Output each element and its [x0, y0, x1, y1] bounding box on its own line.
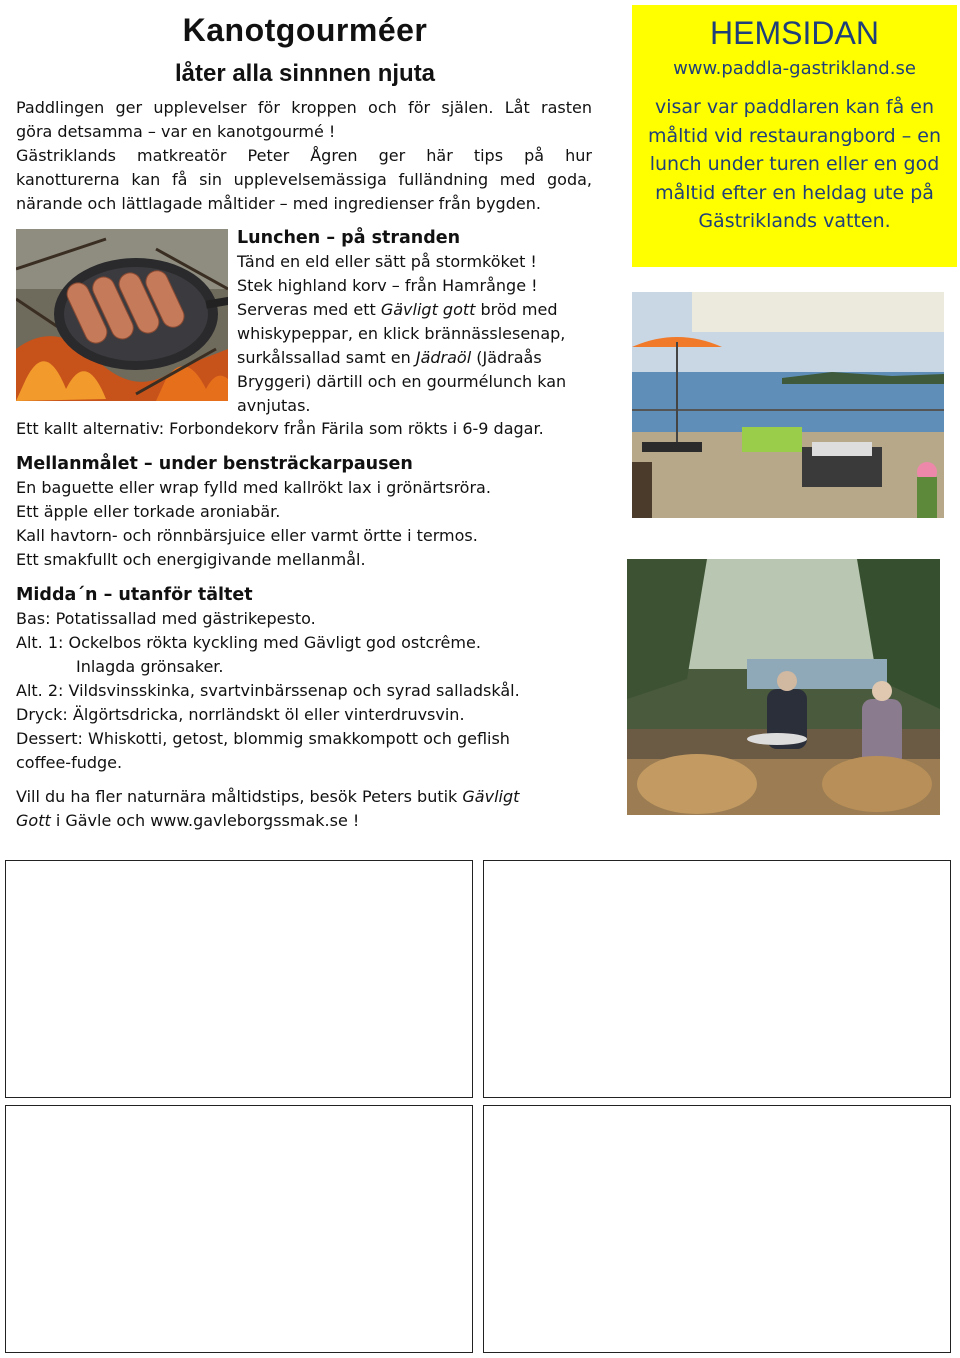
- empty-box-top-right: [483, 860, 951, 1098]
- dinner-line: coffee-fudge.: [16, 753, 123, 772]
- snack-line: Ett smakfullt och energigivande mellanmål.: [16, 550, 366, 569]
- lunch-heading: Lunchen – på stranden: [237, 228, 461, 248]
- more-line: Gott i Gävle och www.gavleborgssmak.se !: [16, 811, 360, 830]
- intro-line: kanotturerna kan få sin upplevelsemässiga fulländning med goda,: [16, 170, 592, 189]
- more-line: Vill du ha fler naturnära måltidstips, besök Peters butik Gävligt: [16, 787, 520, 806]
- lunch-section: [237, 226, 607, 418]
- page-subtitle: låter alla sinnnen njuta: [174, 60, 436, 87]
- lunch-line: avnjutas.: [237, 396, 311, 415]
- dinner-section: [16, 583, 616, 775]
- dinner-line: Dessert: Whiskotti, getost, blommig smakkompott och geflish: [16, 729, 510, 748]
- intro-line: Gästriklands matkreatör Peter Ågren ger här tips på hur: [16, 146, 592, 165]
- homepage-url[interactable]: www.paddla-gastrikland.se: [673, 58, 916, 79]
- snack-line: Ett äpple eller torkade aroniabär.: [16, 502, 281, 521]
- dinner-line: Alt. 2: Vildsvinsskinka, svartvinbärssenap och syrad salladskål.: [16, 681, 520, 700]
- lunch-line: Serveras med ett Gävligt gott bröd med: [237, 300, 558, 319]
- terrace-photo: [632, 292, 944, 518]
- dinner-line: Bas: Potatissallad med gästrikepesto.: [16, 609, 316, 628]
- dinner-line: Inlagda grönsaker.: [76, 657, 224, 676]
- intro-line: Paddlingen ger upplevelser för kroppen och för själen. Låt rasten: [16, 98, 592, 117]
- intro-paragraph: [16, 96, 592, 216]
- empty-box-top-left: [5, 860, 473, 1098]
- campfire-sausage-photo: [16, 229, 228, 401]
- intro-line: närande och lättlagade måltider – med ingredienser från bygden.: [16, 194, 541, 213]
- dinner-line: Dryck: Älgörtsdricka, norrländskt öl eller vinterdruvsvin.: [16, 705, 465, 724]
- lunch-line: surkålssallad samt en Jädraöl (Jädraås: [237, 348, 542, 367]
- empty-box-bottom-left: [5, 1105, 473, 1353]
- cafe-photo: [627, 559, 940, 815]
- page-title: Kanotgourméer: [182, 12, 428, 48]
- intro-line: göra detsamma – var en kanotgourmé !: [16, 122, 336, 141]
- snack-heading: Mellanmålet – under bensträckarpausen: [16, 454, 413, 474]
- empty-box-bottom-right: [483, 1105, 951, 1353]
- homepage-box: [632, 5, 957, 267]
- snack-line: En baguette eller wrap fylld med kallrökt lax i grönärtsröra.: [16, 478, 491, 497]
- dinner-heading: Midda´n – utanför tältet: [16, 585, 253, 605]
- cold-alternative: Ett kallt alternativ: Forbondekorv från Färila som rökts i 6-9 dagar.: [16, 419, 544, 438]
- lunch-line: Stek highland korv – från Hamrånge !: [237, 276, 538, 295]
- more-info: [16, 785, 616, 833]
- homepage-text: visar var paddlaren kan få en måltid vid restaurangbord – en lunch under turen eller en god måltid efter en heldag ute på Gästriklands vatten.: [647, 96, 942, 233]
- snack-section: [16, 452, 616, 572]
- homepage-title: HEMSIDAN: [710, 15, 879, 51]
- lunch-line: Bryggeri) därtill och en gourmélunch kan: [237, 372, 567, 391]
- dinner-line: Alt. 1: Ockelbos rökta kyckling med Gävligt god ostcrême.: [16, 633, 481, 652]
- snack-line: Kall havtorn- och rönnbärsjuice eller varmt örtte i termos.: [16, 526, 478, 545]
- lunch-line: Tänd en eld eller sätt på stormköket !: [237, 252, 537, 271]
- lunch-line: whiskypeppar, en klick brännässlesenap,: [237, 324, 566, 343]
